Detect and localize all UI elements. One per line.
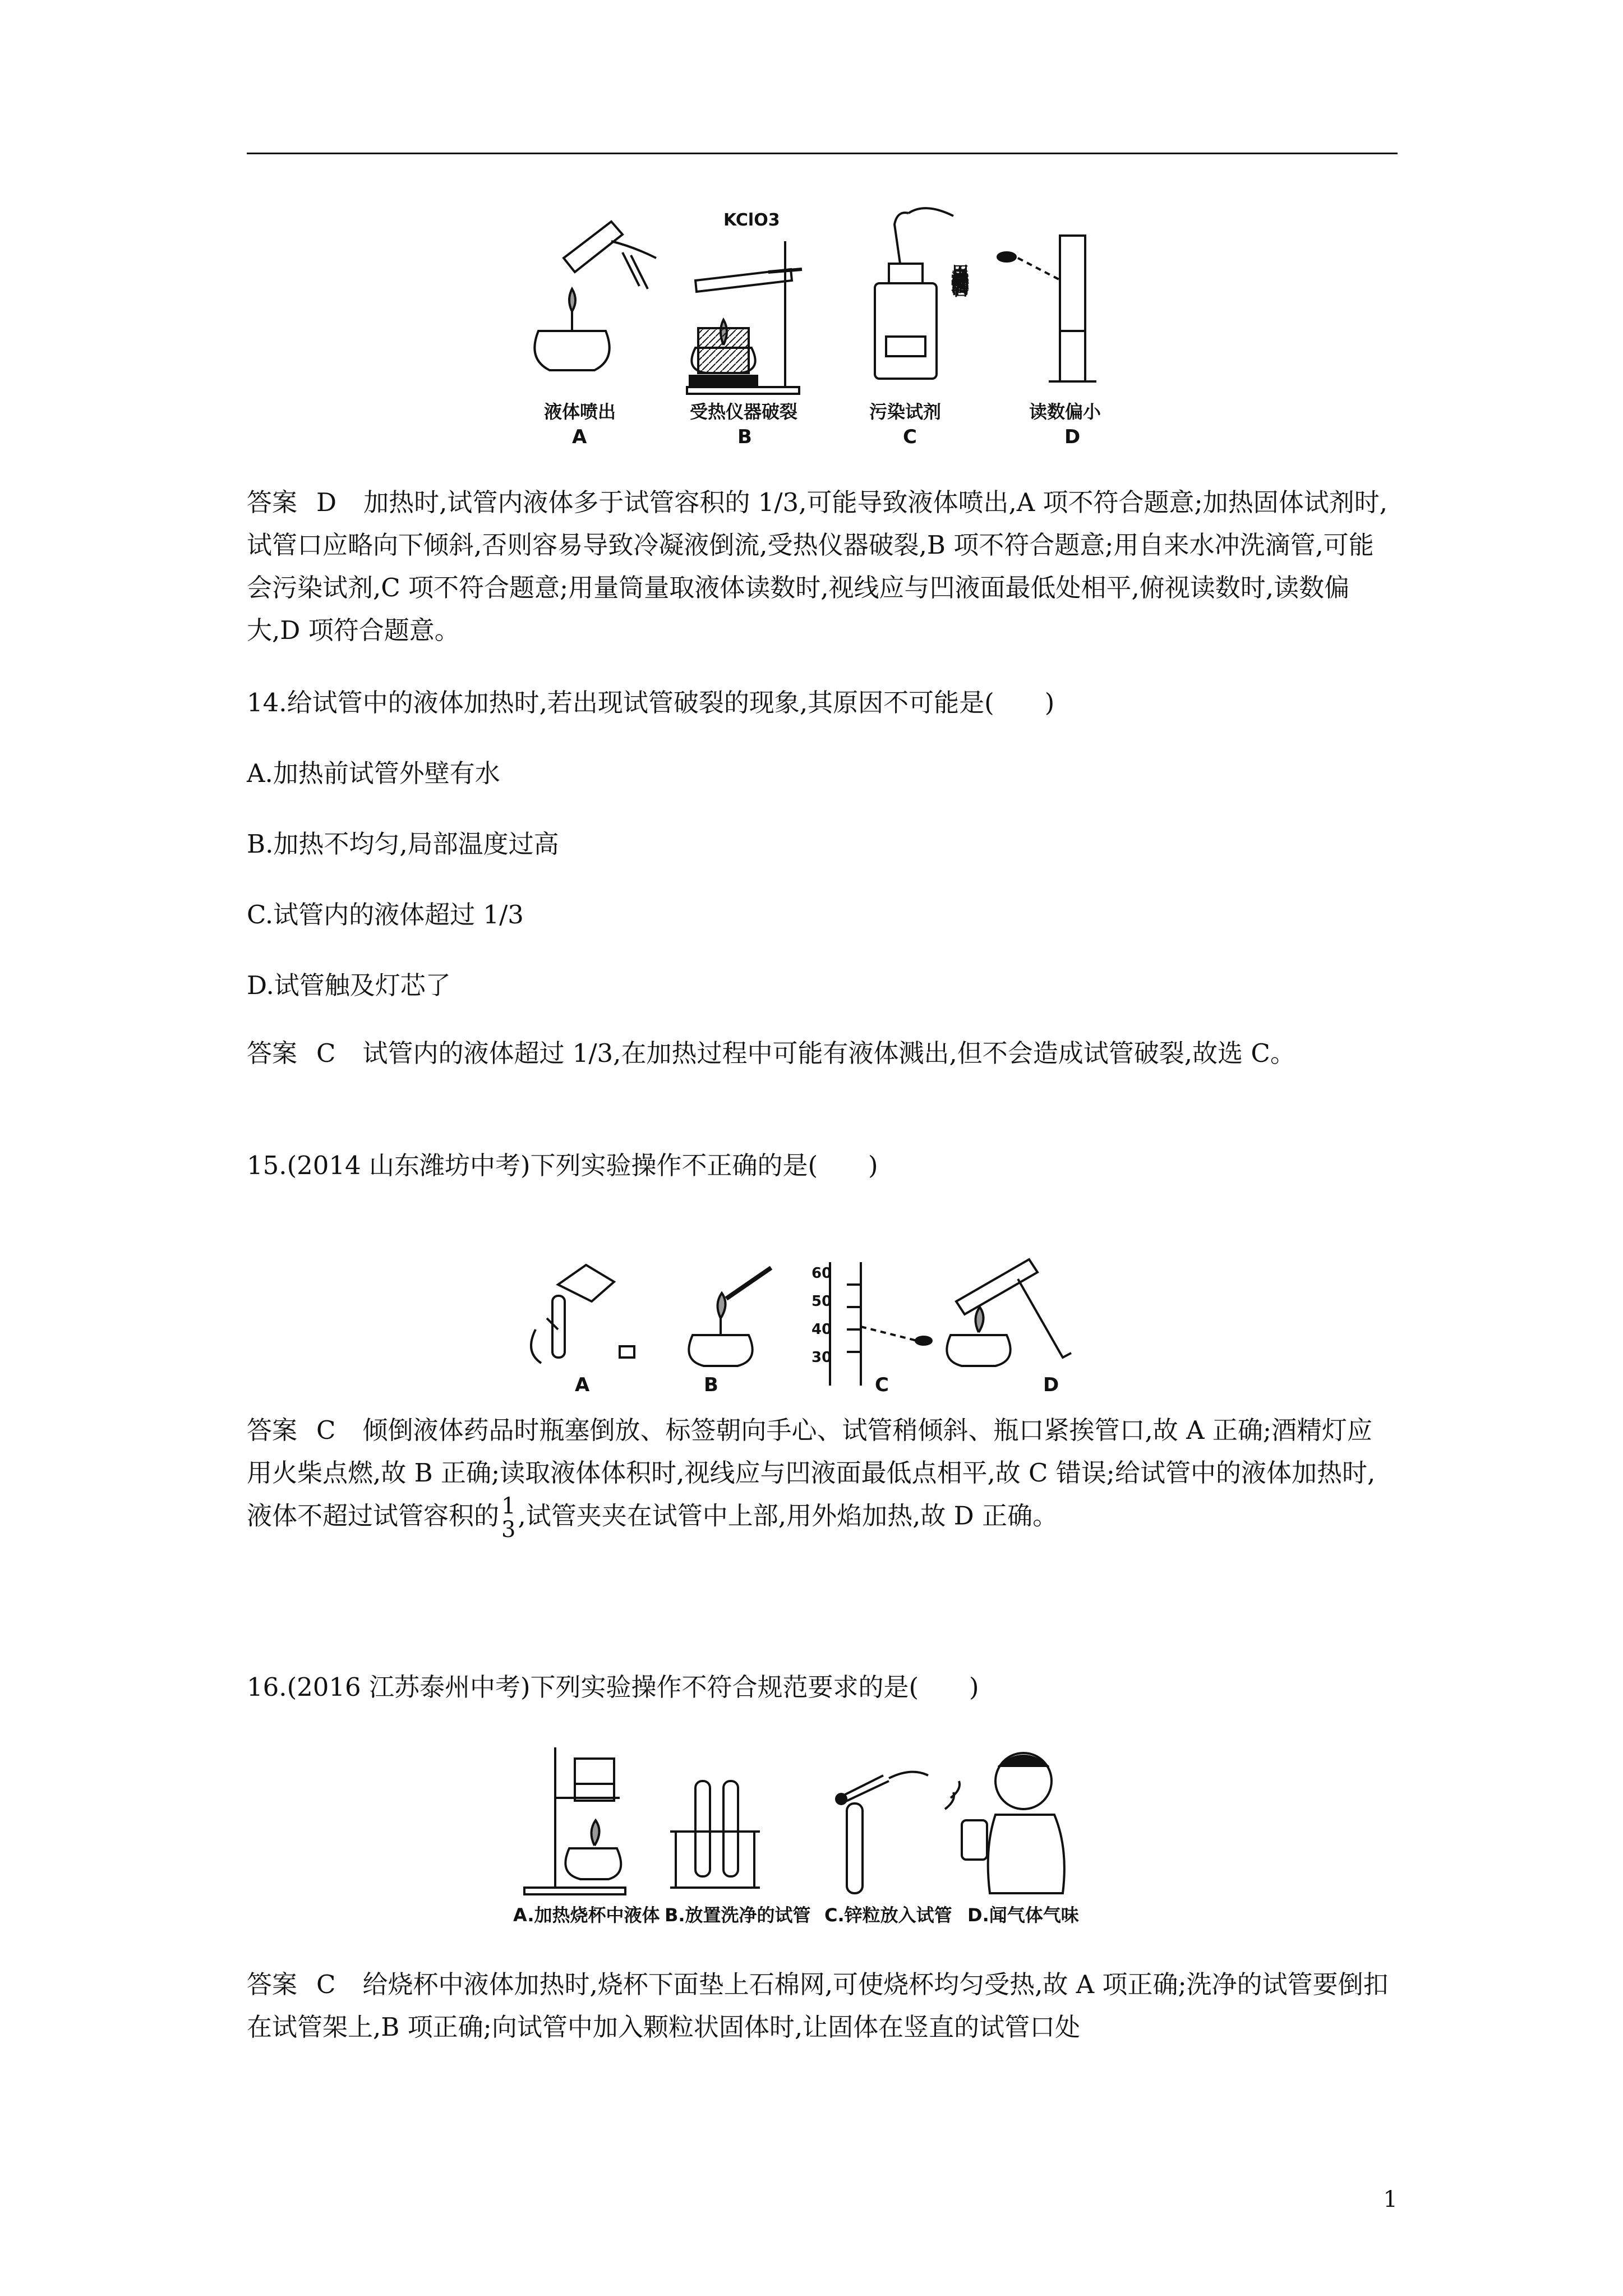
letter-c: C xyxy=(903,426,917,448)
lit-lamp-b xyxy=(726,1268,771,1299)
beaker-a xyxy=(575,1759,614,1801)
alcohol-lamp-a xyxy=(565,1848,621,1879)
test-tube-a xyxy=(564,222,623,272)
letter-d: D xyxy=(1064,426,1081,448)
answer-tag: 答案 xyxy=(247,1415,298,1445)
option-a: A.加热前试管外壁有水 xyxy=(247,758,500,788)
answer-text-after: ,试管夹夹在试管中上部,用外焰加热,故 D 正确。 xyxy=(518,1501,1058,1531)
fraction-numerator: 1 xyxy=(501,1493,516,1519)
alcohol-lamp-b xyxy=(689,1335,752,1366)
reagent-bottle-c xyxy=(875,283,937,379)
eye-icon xyxy=(998,252,1016,261)
gas-bottle-d xyxy=(962,1820,987,1860)
person-body-d xyxy=(988,1815,1064,1893)
caption-d: 读数偏小 xyxy=(1029,401,1101,422)
caption-c: 污染试剂 xyxy=(869,401,942,422)
caption-b: B.放置洗净的试管 xyxy=(665,1904,811,1926)
graduated-cylinder-d xyxy=(1060,236,1085,381)
question-16 xyxy=(247,1666,1398,1709)
kclo3-label: KClO3 xyxy=(723,210,780,230)
zinc-pellet-c xyxy=(836,1794,846,1804)
answer-text: 试管内的液体超过 1/3,在加热过程中可能有液体溅出,但不会造成试管破裂,故选 C。 xyxy=(362,1038,1295,1068)
question-stem: 16.(2016 江苏泰州中考)下列实验操作不符合规范要求的是( ) xyxy=(247,1672,979,1702)
flame-d xyxy=(975,1307,983,1332)
test-tube-c xyxy=(847,1803,863,1893)
letter-c: C xyxy=(875,1374,889,1396)
answer-14 xyxy=(247,1032,1398,1075)
answer-16 xyxy=(247,1963,1398,2049)
flame-a xyxy=(591,1820,599,1846)
alcohol-lamp-a xyxy=(534,331,609,370)
test-tube-b1 xyxy=(695,1781,710,1876)
option-d: D.试管触及灯芯了 xyxy=(247,970,451,1000)
figure-lab-errors-drawing xyxy=(527,202,1122,454)
caption-a: 液体喷出 xyxy=(544,401,616,422)
dropper-note: 用自来水冲洗过的滴管 xyxy=(948,264,970,297)
answer-letter: C xyxy=(316,1970,336,1999)
page-number: 1 xyxy=(1383,2187,1398,2212)
answer-13 xyxy=(247,481,1398,652)
option-c: C.试管内的液体超过 1/3 xyxy=(247,900,524,930)
flame-a xyxy=(569,289,575,311)
answer-letter: C xyxy=(316,1038,336,1068)
question-stem: 14.给试管中的液体加热时,若出现试管破裂的现象,其原因不可能是( ) xyxy=(247,688,1055,717)
caption-d: D.闻气体气味 xyxy=(967,1904,1079,1926)
letter-b: B xyxy=(737,426,752,448)
caption-b: 受热仪器破裂 xyxy=(690,401,798,422)
answer-tag: 答案 xyxy=(247,487,298,517)
option-b: B.加热不均匀,局部温度过高 xyxy=(247,829,559,859)
caption-a: A.加热烧杯中液体 xyxy=(513,1904,660,1926)
header-rule xyxy=(247,153,1398,154)
question-14 xyxy=(247,682,1398,1007)
tick-30: 30 xyxy=(811,1349,832,1366)
letter-a: A xyxy=(575,1374,590,1396)
tube-holder-d xyxy=(1018,1279,1071,1358)
tick-60: 60 xyxy=(811,1265,832,1282)
question-15 xyxy=(247,1144,1398,1187)
dropper-c xyxy=(895,213,909,264)
holder-hand-a xyxy=(611,241,656,289)
answer-text: 给烧杯中液体加热时,烧杯下面垫上石棉网,可使烧杯均匀受热,故 A 项正确;洗净的试管要倒扣在试管架上,B 项正确;向试管中加入颗粒状固体时,让固体在竖直的试管口处 xyxy=(247,1970,1389,2042)
flame-b xyxy=(717,1293,725,1318)
answer-letter: D xyxy=(316,487,337,517)
fraction-one-third xyxy=(501,1494,515,1542)
answer-tag: 答案 xyxy=(247,1038,298,1068)
figure-lab-errors xyxy=(527,202,1122,454)
answer-tag: 答案 xyxy=(247,1970,298,1999)
stopper-a xyxy=(620,1346,634,1358)
letter-d: D xyxy=(1043,1374,1059,1396)
tick-40: 40 xyxy=(811,1321,832,1338)
eye-icon xyxy=(916,1337,932,1345)
alcohol-lamp-d xyxy=(947,1335,1010,1366)
letter-a: A xyxy=(572,426,587,448)
figure-operations-drawing xyxy=(524,1251,1130,1397)
answer-letter: C xyxy=(316,1415,336,1445)
figure-norms-drawing xyxy=(502,1736,1136,1927)
figure-norms xyxy=(502,1736,1136,1927)
figure-operations xyxy=(524,1251,1130,1397)
answer-text-before: 倾倒液体药品时瓶塞倒放、标签朝向手心、试管稍倾斜、瓶口紧挨管口,故 A 正确;酒精灯应用火柴点燃,故 B 正确;读取液体体积时,视线应与凹液面最低点相平,故 C 错误;给试管中的液体加热时,液体不超过试管容积的 xyxy=(247,1415,1376,1531)
tick-50: 50 xyxy=(811,1293,832,1310)
letter-b: B xyxy=(704,1374,718,1396)
answer-15 xyxy=(247,1409,1398,1542)
bottle-pour-a xyxy=(558,1265,614,1301)
question-stem: 15.(2014 山东潍坊中考)下列实验操作不正确的是( ) xyxy=(247,1151,878,1180)
test-tube-d xyxy=(956,1259,1038,1314)
test-tube-b2 xyxy=(723,1781,738,1876)
answer-text: 加热时,试管内液体多于试管容积的 1/3,可能导致液体喷出,A 项不符合题意;加热固体试剂时,试管口应略向下倾斜,否则容易导致冷凝液倒流,受热仪器破裂,B 项不符合题意;用自来水冲洗滴管,可能会污染试剂,C 项不符合题意;用量筒量取液体读数时,视线应与凹液面最低处相平,俯视读数时,读数偏大,D 项符合题意。 xyxy=(247,487,1388,645)
fraction-denominator: 3 xyxy=(501,1517,516,1543)
caption-c: C.锌粒放入试管 xyxy=(824,1904,952,1926)
